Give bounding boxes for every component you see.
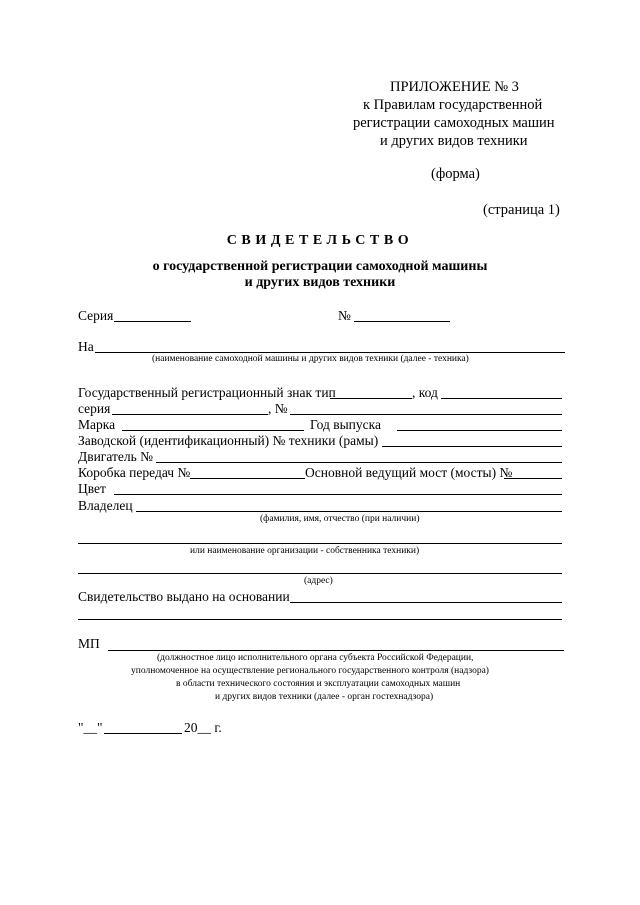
na-label: На — [78, 339, 94, 354]
official-caption-4: и других видов техники (далее - орган гостехнадзора) — [215, 692, 434, 702]
plate-series-label: серия — [78, 401, 111, 416]
plate-code-line[interactable] — [441, 398, 562, 399]
organization-caption: или наименование организации - собственника техники) — [190, 546, 420, 556]
plate-type-label: Государственный регистрационный знак тип — [78, 385, 336, 400]
color-label: Цвет — [78, 481, 106, 496]
gearbox-line[interactable] — [190, 478, 305, 479]
owner-line[interactable] — [136, 511, 562, 512]
date-month-line[interactable] — [104, 733, 182, 734]
engine-line[interactable] — [156, 462, 562, 463]
year-line[interactable] — [397, 430, 562, 431]
stamp-label: МП — [78, 636, 100, 651]
axle-line[interactable] — [504, 478, 562, 479]
official-line[interactable] — [108, 650, 564, 651]
form-label: (форма) — [431, 166, 480, 182]
brand-label: Марка — [78, 417, 116, 432]
plate-series-line[interactable] — [112, 414, 268, 415]
official-caption-1: (должностное лицо исполнительного органа субъекта Российской Федерации, — [157, 653, 474, 663]
na-caption: (наименование самоходной машины и других видов техники (далее - техника) — [152, 354, 469, 364]
basis-line[interactable] — [290, 602, 562, 603]
organization-line[interactable] — [78, 543, 562, 544]
plate-number-line[interactable] — [290, 414, 562, 415]
official-caption-2: уполномоченное на осуществление регионального государственного контроля (надзора) — [131, 666, 489, 676]
basis-label: Свидетельство выдано на основании — [78, 589, 290, 604]
official-caption-3: в области технического состояния и эксплуатации самоходных машин — [176, 679, 461, 689]
axle-label: Основной ведущий мост (мосты) № — [305, 465, 513, 480]
number-line[interactable] — [354, 321, 450, 322]
plate-code-label: , код — [412, 385, 438, 400]
document-subtitle-2: и других видов техники — [244, 275, 396, 290]
number-label: № — [338, 308, 351, 323]
document-title: СВИДЕТЕЛЬСТВО — [226, 233, 414, 248]
series-label: Серия — [78, 308, 114, 323]
na-line[interactable] — [95, 352, 565, 353]
page-label: (страница 1) — [483, 202, 560, 218]
appendix-number: ПРИЛОЖЕНИЕ № 3 — [390, 79, 519, 95]
factory-number-label: Заводской (идентификационный) № техники (рамы) — [78, 433, 379, 448]
brand-line[interactable] — [122, 430, 304, 431]
rules-line-3: и других видов техники — [380, 133, 528, 149]
date-day: "__" — [78, 720, 103, 735]
gearbox-label: Коробка передач № — [78, 465, 191, 480]
owner-caption: (фамилия, имя, отчество (при наличии) — [260, 514, 420, 524]
date-year: 20__ г. — [184, 720, 222, 735]
plate-type-line[interactable] — [330, 398, 412, 399]
plate-number-label: , № — [268, 401, 288, 416]
basis-line-2[interactable] — [78, 619, 562, 620]
factory-number-line[interactable] — [382, 446, 562, 447]
year-label: Год выпуска — [310, 417, 381, 432]
owner-label: Владелец — [78, 498, 133, 513]
rules-line-2: регистрации самоходных машин — [353, 115, 555, 131]
series-line[interactable] — [114, 321, 191, 322]
color-line[interactable] — [114, 494, 562, 495]
document-subtitle-1: о государственной регистрации самоходной машины — [152, 259, 488, 274]
rules-line-1: к Правилам государственной — [363, 97, 543, 113]
address-caption: (адрес) — [304, 576, 333, 586]
address-line[interactable] — [78, 573, 562, 574]
engine-label: Двигатель № — [78, 449, 154, 464]
